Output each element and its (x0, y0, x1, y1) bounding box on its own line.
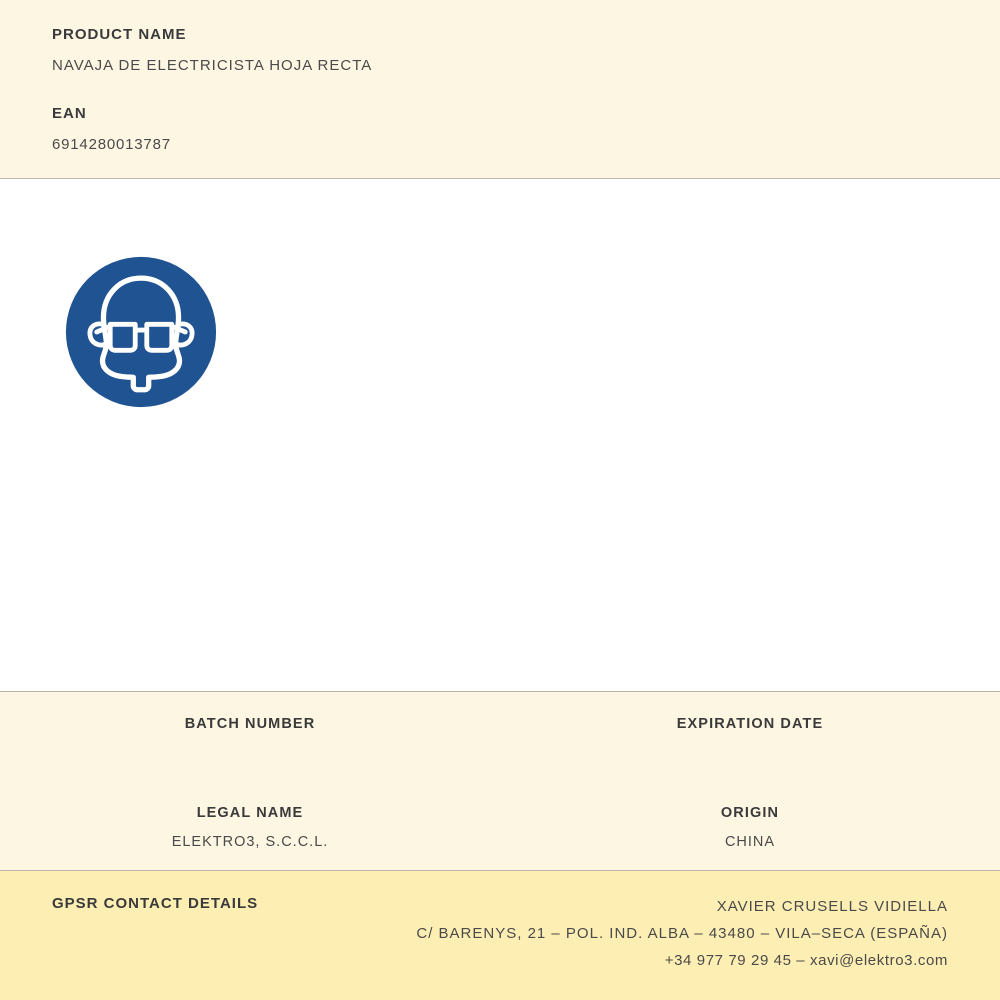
batch-number-value (0, 743, 500, 771)
contact-person: XAVIER CRUSELLS VIDIELLA (716, 898, 948, 915)
legal-name-value: ELEKTRO3, S.C.C.L. (171, 834, 329, 850)
info-row (0, 803, 1000, 852)
field-ean (0, 103, 1000, 156)
gpsr-contact-lines (416, 893, 1000, 974)
gpsr-contact-footer (0, 871, 1000, 1000)
contact-address: C/ BARENYS, 21 – POL. IND. ALBA – 43480 – VILA–SECA (ESPAÑA) (416, 925, 948, 942)
info-cell-expiration-date (500, 714, 1000, 771)
eye-protection-icon (64, 255, 218, 409)
expiration-date-value (500, 743, 1000, 771)
legal-name-label: LEGAL NAME (196, 805, 304, 821)
info-row (0, 714, 1000, 771)
info-cell-batch-number (0, 714, 500, 771)
product-name-value: NAVAJA DE ELECTRICISTA HOJA RECTA (52, 57, 373, 74)
info-grid-spacer (0, 771, 1000, 803)
info-cell-origin (500, 803, 1000, 852)
expiration-date-label: EXPIRATION DATE (676, 716, 824, 732)
info-grid (0, 692, 1000, 871)
info-cell-legal-name (0, 803, 500, 852)
batch-number-label: BATCH NUMBER (184, 716, 316, 732)
ean-value: 6914280013787 (52, 136, 171, 153)
product-header (0, 0, 1000, 179)
origin-label: ORIGIN (720, 805, 780, 821)
product-name-label: PRODUCT NAME (52, 26, 187, 43)
gpsr-contact-label: GPSR CONTACT DETAILS (52, 895, 259, 912)
contact-phone-email: +34 977 79 29 45 – xavi@elektro3.com (664, 952, 948, 969)
field-product-name (0, 24, 1000, 77)
origin-value: CHINA (724, 834, 776, 850)
pictogram-area (0, 179, 1000, 692)
ean-label: EAN (52, 105, 87, 122)
